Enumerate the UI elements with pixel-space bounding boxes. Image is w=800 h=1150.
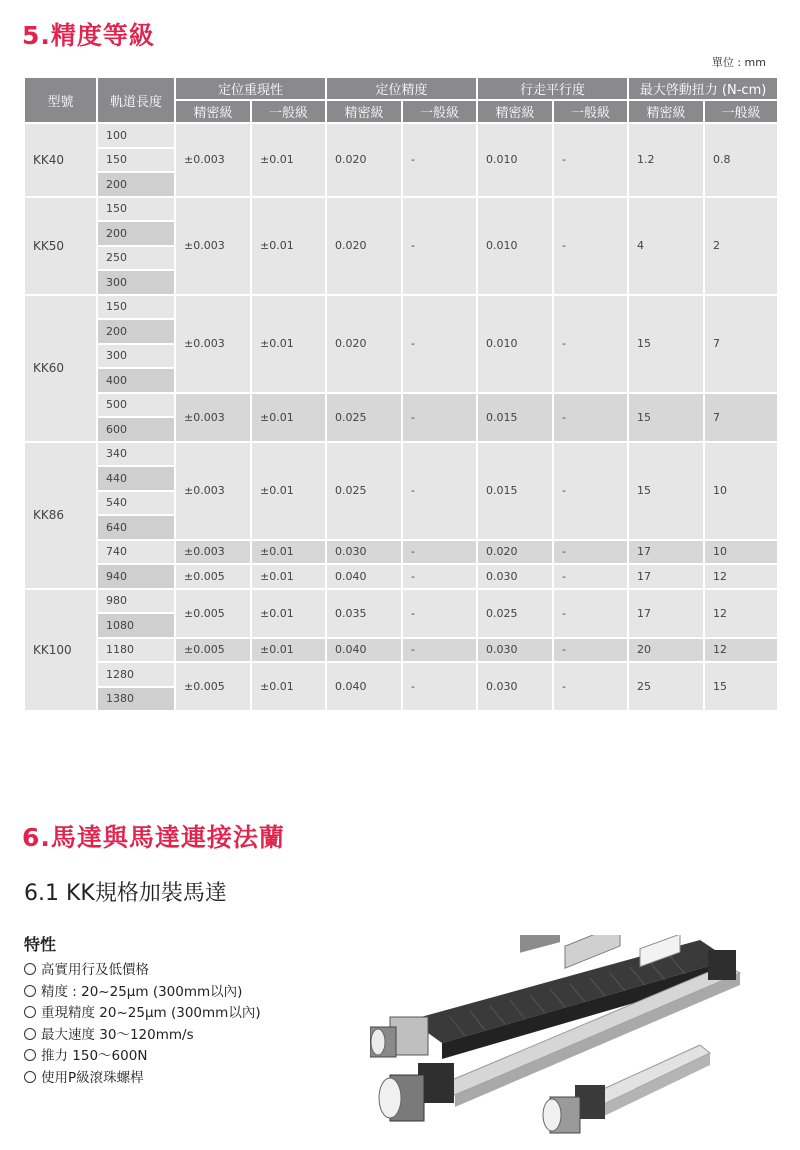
value-cell: 10: [704, 540, 778, 565]
value-cell: -: [402, 540, 477, 565]
length-cell: 980: [97, 589, 175, 614]
value-cell: ±0.01: [251, 123, 326, 197]
value-cell: 0.010: [477, 295, 553, 393]
length-cell: 540: [97, 491, 175, 516]
length-cell: 250: [97, 246, 175, 271]
value-cell: 12: [704, 564, 778, 589]
value-cell: 0.010: [477, 123, 553, 197]
header-length: 軌道長度: [97, 77, 175, 123]
header-positioning-accuracy: 定位精度: [326, 77, 477, 100]
value-cell: 15: [628, 393, 704, 442]
value-cell: 10: [704, 442, 778, 540]
value-cell: -: [553, 442, 628, 540]
value-cell: ±0.01: [251, 393, 326, 442]
value-cell: ±0.01: [251, 295, 326, 393]
circle-bullet-icon: [24, 1049, 36, 1061]
model-cell: KK40: [24, 123, 97, 197]
feature-text: 使用P級滾珠螺桿: [41, 1069, 144, 1086]
feature-item: [24, 1068, 261, 1090]
feature-item: [24, 960, 261, 982]
value-cell: ±0.003: [175, 540, 251, 565]
value-cell: 0.025: [326, 442, 402, 540]
value-cell: ±0.005: [175, 662, 251, 711]
header-running-parallelism: 行走平行度: [477, 77, 628, 100]
subheader-general: 一般級: [402, 100, 477, 123]
value-cell: 12: [704, 589, 778, 638]
value-cell: 0.040: [326, 638, 402, 663]
value-cell: -: [553, 589, 628, 638]
length-cell: 300: [97, 344, 175, 369]
model-cell: KK86: [24, 442, 97, 589]
length-cell: 1380: [97, 687, 175, 712]
value-cell: 2: [704, 197, 778, 295]
length-cell: 1280: [97, 662, 175, 687]
header-model: 型號: [24, 77, 97, 123]
value-cell: 0.030: [477, 564, 553, 589]
value-cell: ±0.003: [175, 442, 251, 540]
length-cell: 150: [97, 295, 175, 320]
value-cell: 0.025: [326, 393, 402, 442]
value-cell: -: [402, 638, 477, 663]
value-cell: 7: [704, 393, 778, 442]
value-cell: 0.030: [477, 638, 553, 663]
feature-item: [24, 1025, 261, 1047]
value-cell: 17: [628, 589, 704, 638]
unit-label: 單位 : mm: [711, 56, 766, 69]
value-cell: -: [553, 564, 628, 589]
value-cell: -: [553, 540, 628, 565]
value-cell: ±0.005: [175, 564, 251, 589]
subheader-precision: 精密級: [326, 100, 402, 123]
value-cell: 0.040: [326, 662, 402, 711]
value-cell: ±0.01: [251, 564, 326, 589]
value-cell: -: [402, 393, 477, 442]
model-cell: [24, 589, 97, 712]
value-cell: 0.020: [477, 540, 553, 565]
value-cell: 15: [628, 295, 704, 393]
length-cell: 100: [97, 123, 175, 148]
circle-bullet-icon: [24, 963, 36, 975]
features-heading: 特性: [24, 935, 57, 954]
value-cell: 20: [628, 638, 704, 663]
value-cell: -: [402, 564, 477, 589]
value-cell: ±0.01: [251, 662, 326, 711]
value-cell: 0.025: [477, 589, 553, 638]
value-cell: ±0.01: [251, 540, 326, 565]
value-cell: ±0.005: [175, 638, 251, 663]
value-cell: ±0.003: [175, 197, 251, 295]
value-cell: 0.015: [477, 442, 553, 540]
value-cell: 25: [628, 662, 704, 711]
value-cell: 0.020: [326, 295, 402, 393]
length-cell: 200: [97, 319, 175, 344]
length-cell: 440: [97, 466, 175, 491]
section-6-title: 6.馬達與馬達連接法蘭: [22, 823, 285, 852]
value-cell: -: [402, 442, 477, 540]
value-cell: -: [553, 662, 628, 711]
value-cell: ±0.01: [251, 638, 326, 663]
value-cell: ±0.01: [251, 589, 326, 638]
feature-text: 高實用行及低價格: [41, 962, 149, 978]
features-list: [24, 960, 261, 1089]
value-cell: ±0.003: [175, 295, 251, 393]
circle-bullet-icon: [24, 1028, 36, 1040]
header-max-starting-torque: 最大啓動扭力 (N-cm): [628, 77, 778, 100]
length-cell: 150: [97, 197, 175, 222]
value-cell: 7: [704, 295, 778, 393]
subheader-precision: 精密級: [175, 100, 251, 123]
subheader-precision: 精密級: [477, 100, 553, 123]
value-cell: 0.035: [326, 589, 402, 638]
value-cell: ±0.005: [175, 589, 251, 638]
value-cell: 0.040: [326, 564, 402, 589]
value-cell: 12: [704, 638, 778, 663]
subheader-general: 一般級: [251, 100, 326, 123]
subheader-general: 一般級: [704, 100, 778, 123]
model-cell: KK50: [24, 197, 97, 295]
value-cell: -: [402, 662, 477, 711]
value-cell: 15: [628, 442, 704, 540]
value-cell: 17: [628, 540, 704, 565]
value-cell: 0.010: [477, 197, 553, 295]
length-cell: 1180: [97, 638, 175, 663]
length-cell: 600: [97, 417, 175, 442]
value-cell: -: [553, 295, 628, 393]
length-cell: 940: [97, 564, 175, 589]
length-cell: 200: [97, 172, 175, 197]
value-cell: 0.020: [326, 123, 402, 197]
feature-text: 重現精度 20~25μm (300mm以內): [41, 1005, 261, 1021]
feature-item: [24, 982, 261, 1004]
header-repeatability: 定位重現性: [175, 77, 326, 100]
value-cell: -: [402, 589, 477, 638]
value-cell: 0.030: [326, 540, 402, 565]
value-cell: 0.8: [704, 123, 778, 197]
section-5-title: 5.精度等級: [22, 21, 155, 50]
value-cell: 1.2: [628, 123, 704, 197]
circle-bullet-icon: [24, 1006, 36, 1018]
value-cell: 4: [628, 197, 704, 295]
subsection-title: 6.1 KK規格加裝馬達: [24, 881, 227, 906]
value-cell: 17: [628, 564, 704, 589]
value-cell: -: [553, 197, 628, 295]
length-cell: 150: [97, 148, 175, 173]
value-cell: -: [402, 295, 477, 393]
length-cell: 1080: [97, 613, 175, 638]
value-cell: ±0.01: [251, 197, 326, 295]
feature-text: 精度 : 20~25μm (300mm以內): [41, 983, 243, 1000]
model-label: KK100: [33, 642, 72, 657]
feature-item: [24, 1003, 261, 1025]
value-cell: -: [553, 638, 628, 663]
value-cell: 0.015: [477, 393, 553, 442]
precision-table: [23, 76, 779, 712]
length-cell: 400: [97, 368, 175, 393]
value-cell: ±0.003: [175, 393, 251, 442]
feature-text: 推力 150～600N: [41, 1048, 148, 1064]
value-cell: -: [402, 197, 477, 295]
length-cell: 340: [97, 442, 175, 467]
value-cell: 15: [704, 662, 778, 711]
length-cell: 500: [97, 393, 175, 418]
length-cell: 640: [97, 515, 175, 540]
value-cell: ±0.01: [251, 442, 326, 540]
subheader-precision: 精密級: [628, 100, 704, 123]
value-cell: ±0.003: [175, 123, 251, 197]
value-cell: -: [553, 393, 628, 442]
feature-text: 最大速度 30～120mm/s: [41, 1026, 194, 1043]
length-cell: 300: [97, 270, 175, 295]
value-cell: -: [553, 123, 628, 197]
subheader-general: 一般級: [553, 100, 628, 123]
model-cell: KK60: [24, 295, 97, 442]
length-cell: 740: [97, 540, 175, 565]
value-cell: 0.030: [477, 662, 553, 711]
feature-item: [24, 1046, 261, 1068]
value-cell: 0.020: [326, 197, 402, 295]
linear-actuator-product-image: [370, 935, 790, 1145]
length-cell: 200: [97, 221, 175, 246]
value-cell: -: [402, 123, 477, 197]
circle-bullet-icon: [24, 1071, 36, 1083]
circle-bullet-icon: [24, 985, 36, 997]
